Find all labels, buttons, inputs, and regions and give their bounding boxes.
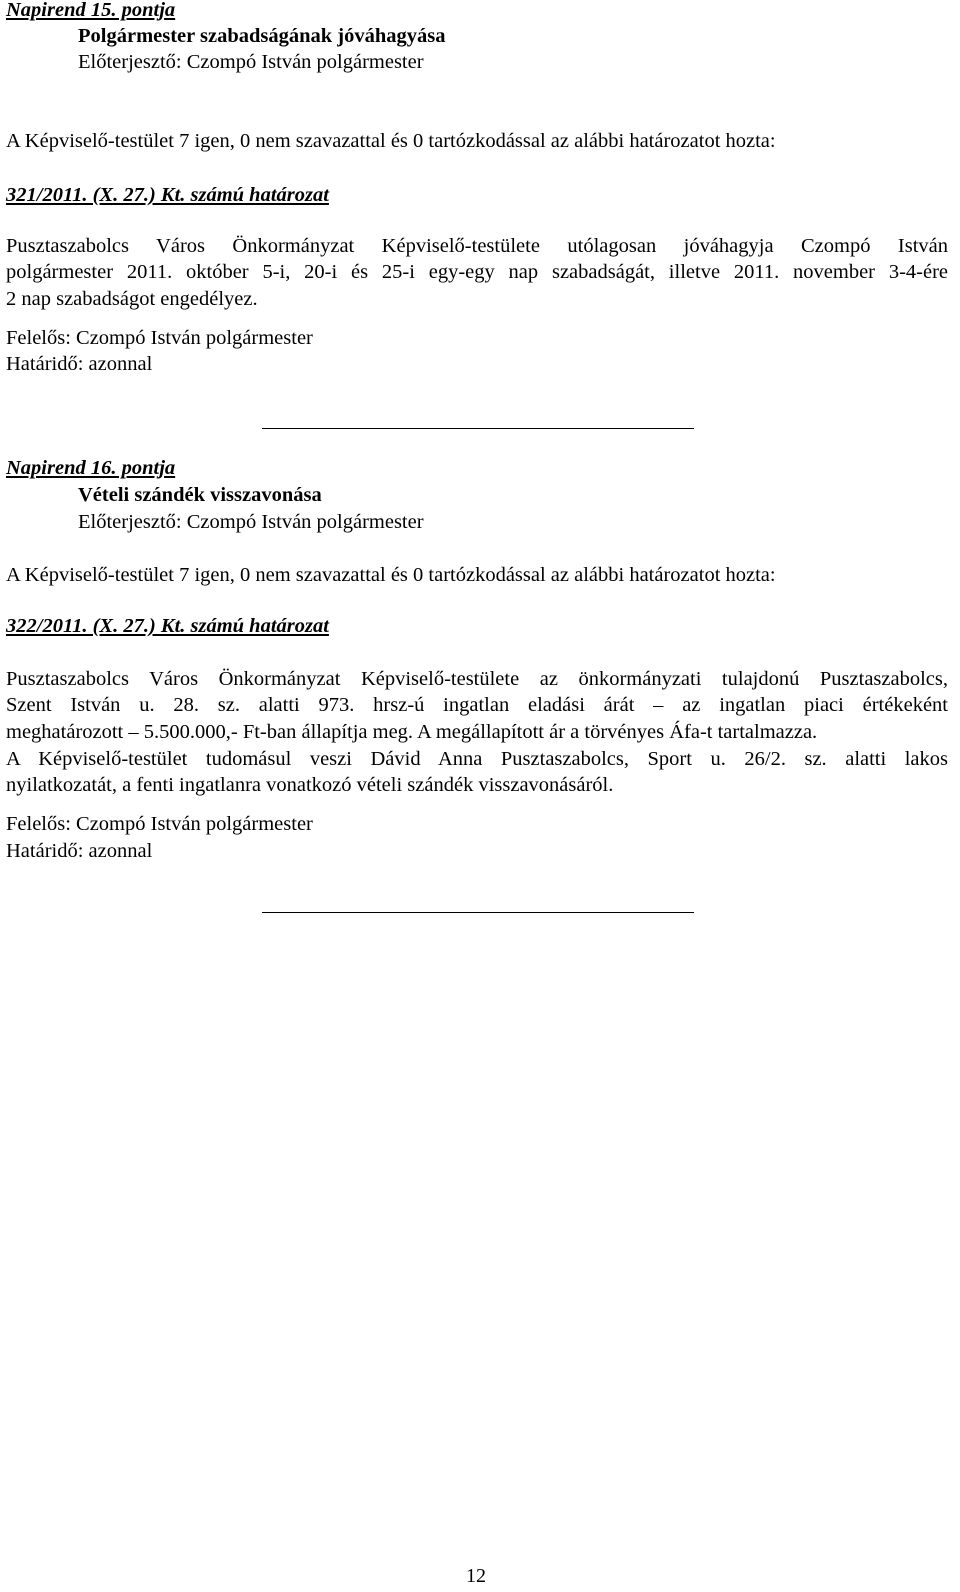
- resolution-321-deadline: Határidő: azonnal: [6, 353, 153, 375]
- resolution-322-body-line: A Képviselő-testület tudomásul veszi Dávid Anna Pusztaszabolcs, Sport u. 26/2. sz. alatti lakos: [6, 748, 948, 770]
- agenda-item-16-title: Vételi szándék visszavonása: [78, 484, 322, 506]
- resolution-322-body-line: Szent István u. 28. sz. alatti 973. hrsz-ú ingatlan eladási árát – az ingatlan piaci értékeként: [6, 694, 948, 716]
- resolution-322-deadline: Határidő: azonnal: [6, 840, 153, 862]
- separator-line: [262, 428, 694, 429]
- agenda-item-16-presenter: Előterjesztő: Czompó István polgármester: [78, 511, 424, 533]
- page-number: 12: [466, 1565, 486, 1587]
- agenda-item-16-vote: A Képviselő-testület 7 igen, 0 nem szavazattal és 0 tartózkodással az alábbi határozatot hozta:: [6, 564, 776, 586]
- resolution-322-body-line: meghatározott – 5.500.000,- Ft-ban állapítja meg. A megállapított ár a törvényes Áfa-t tartalmazza.: [6, 721, 818, 743]
- agenda-item-15-heading: Napirend 15. pontja: [6, 0, 176, 21]
- resolution-321-number: 321/2011. (X. 27.) Kt. számú határozat: [6, 184, 329, 206]
- agenda-item-15-vote: A Képviselő-testület 7 igen, 0 nem szavazattal és 0 tartózkodással az alábbi határozatot hozta:: [6, 130, 776, 152]
- resolution-321-responsible: Felelős: Czompó István polgármester: [6, 327, 313, 349]
- resolution-321-body-line: Pusztaszabolcs Város Önkormányzat Képviselő-testülete utólagosan jóváhagyja Czompó István: [6, 235, 948, 257]
- resolution-322-responsible: Felelős: Czompó István polgármester: [6, 813, 313, 835]
- resolution-322-body-line: nyilatkozatát, a fenti ingatlanra vonatkozó vételi szándék visszavonásáról.: [6, 774, 614, 796]
- resolution-322-body-line: Pusztaszabolcs Város Önkormányzat Képviselő-testülete az önkormányzati tulajdonú Pusztaszabolcs,: [6, 668, 948, 690]
- resolution-322-number: 322/2011. (X. 27.) Kt. számú határozat: [6, 615, 329, 637]
- resolution-321-body-line: polgármester 2011. október 5-i, 20-i és 25-i egy-egy nap szabadságát, illetve 2011. november 3-4-ére: [6, 261, 948, 283]
- resolution-321-body-line: 2 nap szabadságot engedélyez.: [6, 288, 258, 310]
- separator-line: [262, 912, 694, 913]
- agenda-item-15-presenter: Előterjesztő: Czompó István polgármester: [78, 51, 424, 73]
- agenda-item-15-title: Polgármester szabadságának jóváhagyása: [78, 25, 446, 47]
- agenda-item-16-heading: Napirend 16. pontja: [6, 457, 176, 479]
